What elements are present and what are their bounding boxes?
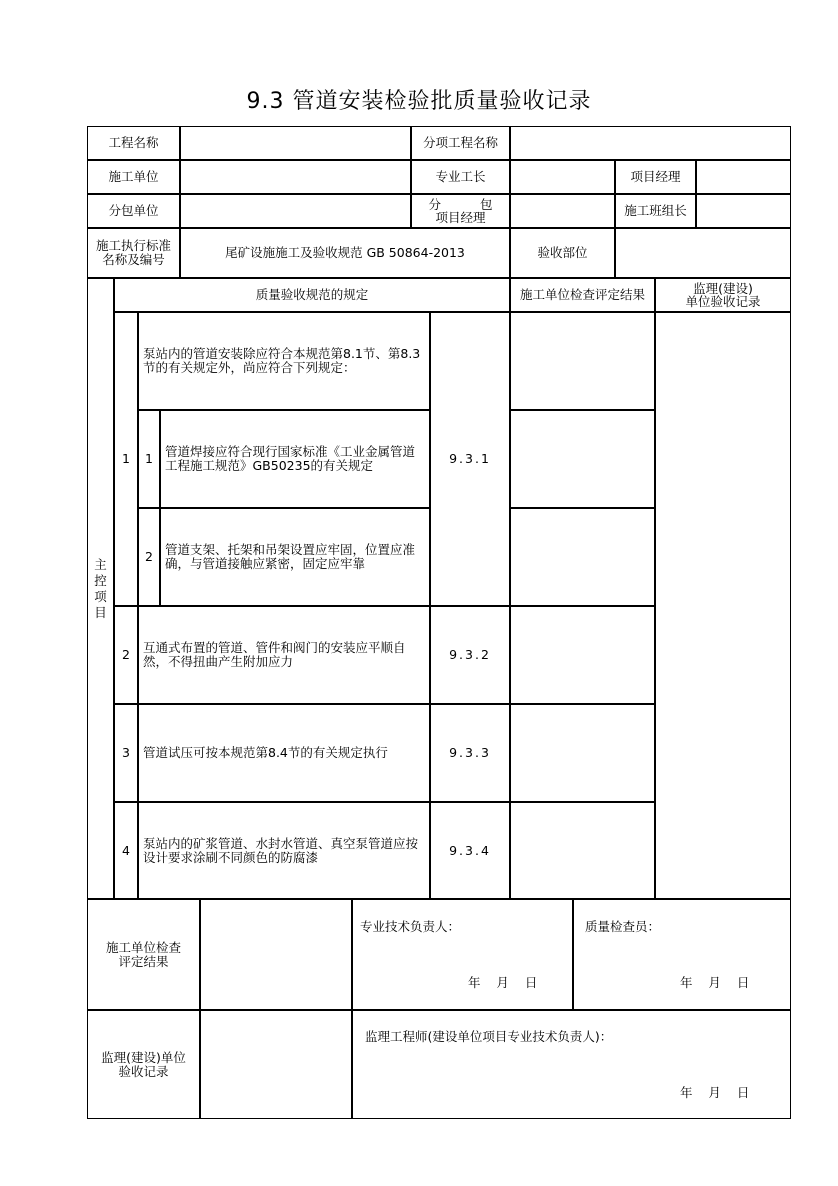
acceptance-part-label: 验收部位 <box>510 228 615 278</box>
project-name-value[interactable] <box>180 126 411 160</box>
quality-inspector-date <box>680 976 749 990</box>
team-leader-label: 施工班组长 <box>615 194 696 228</box>
date-year: 年 <box>680 1085 693 1100</box>
sub-pm-char-b: 包 <box>479 197 493 212</box>
item-1-sub-2-number: 2 <box>138 508 160 606</box>
check-result-column-header: 施工单位检查评定结果 <box>510 278 655 312</box>
subcontract-unit-value[interactable] <box>180 194 411 228</box>
quality-inspector-label: 质量检查员： <box>585 919 661 934</box>
standard-label <box>87 228 180 278</box>
section-label-main-control <box>87 278 114 899</box>
item-2-reference: 9.3.2 <box>430 606 510 704</box>
foreman-label: 专业工长 <box>411 160 510 194</box>
construction-check-line2: 评定结果 <box>118 953 169 969</box>
date-month: 月 <box>708 975 721 990</box>
acceptance-part-value[interactable] <box>615 228 791 278</box>
section-label-text: 主控项目 <box>94 556 107 620</box>
item-1-result-intro[interactable] <box>510 312 655 410</box>
item-3-reference: 9.3.3 <box>430 704 510 802</box>
sub-pm-char-a: 分 <box>428 197 442 212</box>
sub-project-label: 分项工程名称 <box>411 126 510 160</box>
item-4-number: 4 <box>114 802 138 899</box>
standard-label-line2: 名称及编号 <box>102 252 165 267</box>
supervision-column-header <box>655 278 791 312</box>
item-1-result-sub-2[interactable] <box>510 508 655 606</box>
page-title: 9.3 管道安装检验批质量验收记录 <box>246 89 592 114</box>
item-2-number: 2 <box>114 606 138 704</box>
item-2-result[interactable] <box>510 606 655 704</box>
item-1-sub-1-number: 1 <box>138 410 160 508</box>
item-1-sub-2-text: 管道支架、托架和吊架设置应牢固，位置应准确，与管道接触应紧密，固定应牢靠 <box>160 508 430 606</box>
engineer-cell[interactable] <box>352 1010 791 1119</box>
project-manager-value[interactable] <box>696 160 791 194</box>
item-3-number: 3 <box>114 704 138 802</box>
supervision-header-line2: 单位验收记录 <box>685 294 761 309</box>
item-4-text: 泵站内的矿浆管道、水封水管道、真空泵管道应按设计要求涂刷不同颜色的防腐漆 <box>138 802 430 899</box>
supervision-header-line1: 监理(建设) <box>693 281 753 296</box>
item-1-result-sub-1[interactable] <box>510 410 655 508</box>
item-3-text: 管道试压可按本规范第8.4节的有关规定执行 <box>138 704 430 802</box>
construction-check-label <box>87 899 200 1010</box>
date-day: 日 <box>524 975 538 990</box>
engineer-date <box>680 1086 749 1100</box>
sub-pm-label-bottom: 项目经理 <box>435 210 486 225</box>
engineer-label: 监理工程师(建设单位项目专业技术负责人)： <box>365 1029 613 1044</box>
date-day: 日 <box>736 975 750 990</box>
item-1-sub-1-text: 管道焊接应符合现行国家标准《工业金属管道工程施工规范》GB50235的有关规定 <box>160 410 430 508</box>
item-3-result[interactable] <box>510 704 655 802</box>
supervision-record-cell[interactable] <box>655 312 791 899</box>
standard-label-line1: 施工执行标准 <box>95 238 171 253</box>
tech-lead-date <box>468 976 537 990</box>
date-month: 月 <box>708 1085 721 1100</box>
supervision-record-value[interactable] <box>200 1010 352 1119</box>
item-4-result[interactable] <box>510 802 655 899</box>
item-1-reference: 9.3.1 <box>430 312 510 606</box>
item-2-text: 互通式布置的管道、管件和阀门的安装应平顺自然，不得扭曲产生附加应力 <box>138 606 430 704</box>
item-1-intro: 泵站内的管道安装除应符合本规范第8.1节、第8.3节的有关规定外，尚应符合下列规定： <box>138 312 430 410</box>
item-1-number: 1 <box>114 312 138 606</box>
subcontract-unit-label: 分包单位 <box>87 194 180 228</box>
construction-unit-label: 施工单位 <box>87 160 180 194</box>
quality-inspector-cell[interactable] <box>573 899 791 1010</box>
sub-project-value[interactable] <box>510 126 791 160</box>
supervision-record-line1: 监理(建设)单位 <box>101 1049 186 1065</box>
construction-check-value[interactable] <box>200 899 352 1010</box>
sub-pm-label <box>411 194 510 228</box>
project-manager-label: 项目经理 <box>615 160 696 194</box>
tech-lead-cell[interactable] <box>352 899 573 1010</box>
construction-unit-value[interactable] <box>180 160 411 194</box>
sub-pm-value[interactable] <box>510 194 615 228</box>
date-year: 年 <box>680 975 693 990</box>
project-name-label: 工程名称 <box>87 126 180 160</box>
standard-value: 尾矿设施施工及验收规范 GB 50864-2013 <box>180 228 510 278</box>
date-day: 日 <box>736 1085 750 1100</box>
foreman-value[interactable] <box>510 160 615 194</box>
construction-check-line1: 施工单位检查 <box>105 939 181 955</box>
date-month: 月 <box>496 975 509 990</box>
team-leader-value[interactable] <box>696 194 791 228</box>
date-year: 年 <box>468 975 481 990</box>
item-4-reference: 9.3.4 <box>430 802 510 899</box>
spec-column-header: 质量验收规范的规定 <box>114 278 510 312</box>
supervision-record-line2: 验收记录 <box>118 1063 169 1079</box>
tech-lead-label: 专业技术负责人： <box>360 919 461 934</box>
supervision-record-label <box>87 1010 200 1119</box>
